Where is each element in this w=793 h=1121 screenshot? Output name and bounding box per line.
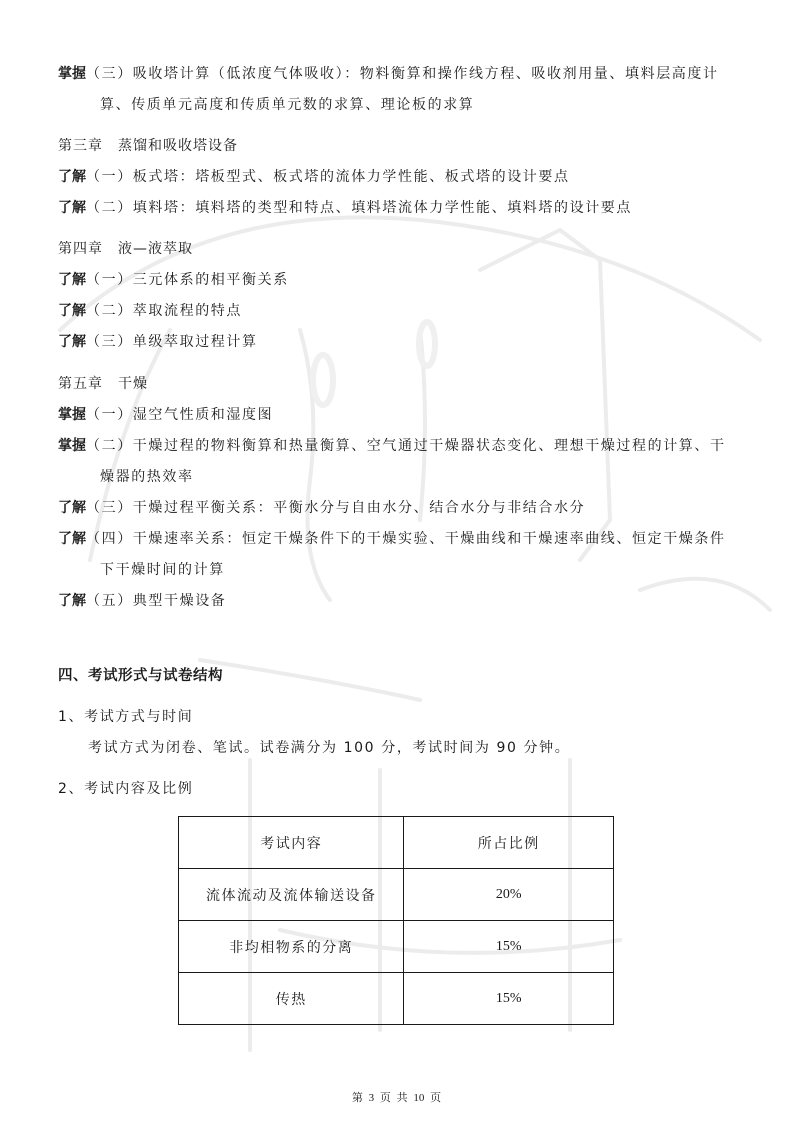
level-label: 了解	[58, 531, 86, 547]
item-text: （五）典型干燥设备	[86, 593, 227, 609]
level-label: 掌握	[58, 66, 86, 82]
item-text: （二）干燥过程的物料衡算和热量衡算、空气通过干燥器状态变化、理想干燥过程的计算、干	[86, 438, 726, 454]
item-text: （三）吸收塔计算（低浓度气体吸收）：物料衡算和操作线方程、吸收剂用量、填料层高度计	[86, 66, 719, 82]
paragraph: 考试方式为闭卷、笔试。试卷满分为 100 分，考试时间为 90 分钟。	[88, 740, 571, 756]
level-label: 掌握	[58, 438, 86, 454]
item-text: （一）三元体系的相平衡关系	[86, 272, 289, 288]
section-heading: 四、考试形式与试卷结构	[58, 668, 223, 684]
syllabus-item	[58, 529, 726, 549]
table-cell-ratio: 20%	[404, 869, 614, 921]
syllabus-item	[58, 498, 585, 518]
subsection-heading: 2、考试内容及比例	[58, 781, 194, 797]
level-label: 了解	[58, 334, 86, 350]
table-cell-ratio: 15%	[404, 921, 614, 973]
item-text: （二）萃取流程的特点	[86, 303, 242, 319]
level-label: 了解	[58, 593, 86, 609]
table-cell-ratio: 15%	[404, 973, 614, 1025]
syllabus-item	[58, 301, 242, 321]
syllabus-item	[58, 270, 289, 290]
item-text: （二）填料塔：填料塔的类型和特点、填料塔流体力学性能、填料塔的设计要点	[86, 200, 632, 216]
subsection-heading: 1、考试方式与时间	[58, 709, 194, 725]
syllabus-item	[58, 198, 632, 218]
level-label: 了解	[58, 169, 86, 185]
level-label: 掌握	[58, 407, 86, 423]
table-header-cell: 所占比例	[404, 817, 614, 869]
chapter-heading: 第四章 液—液萃取	[58, 241, 193, 257]
level-label: 了解	[58, 272, 86, 288]
level-label: 了解	[58, 303, 86, 319]
page-number-footer: 第 3 页 共 10 页	[351, 1092, 442, 1104]
syllabus-item-continuation: 下干燥时间的计算	[100, 562, 225, 578]
table-row	[179, 921, 614, 973]
syllabus-item	[58, 332, 258, 352]
table-cell-content: 流体流动及流体输送设备	[179, 869, 404, 921]
item-text: （一）板式塔：塔板型式、板式塔的流体力学性能、板式塔的设计要点	[86, 169, 570, 185]
table-row	[179, 869, 614, 921]
item-text: （一）湿空气性质和湿度图	[86, 407, 274, 423]
exam-content-ratio-table	[178, 816, 614, 1025]
syllabus-item	[58, 64, 719, 84]
level-label: 了解	[58, 500, 86, 516]
chapter-heading: 第三章 蒸馏和吸收塔设备	[58, 138, 238, 154]
table-cell-content: 非均相物系的分离	[179, 921, 404, 973]
table-row	[179, 973, 614, 1025]
syllabus-item	[58, 436, 726, 456]
chapter-heading: 第五章 干燥	[58, 376, 148, 392]
syllabus-item	[58, 405, 273, 425]
syllabus-item	[58, 591, 226, 611]
syllabus-item-continuation: 算、传质单元高度和传质单元数的求算、理论板的求算	[100, 97, 475, 113]
syllabus-item-continuation: 燥器的热效率	[100, 469, 194, 485]
level-label: 了解	[58, 200, 86, 216]
item-text: （三）干燥过程平衡关系：平衡水分与自由水分、结合水分与非结合水分	[86, 500, 586, 516]
item-text: （三）单级萃取过程计算	[86, 334, 258, 350]
table-header-row	[179, 817, 614, 869]
item-text: （四）干燥速率关系：恒定干燥条件下的干燥实验、干燥曲线和干燥速率曲线、恒定干燥条件	[86, 531, 726, 547]
table-header-cell: 考试内容	[179, 817, 404, 869]
table-cell-content: 传热	[179, 973, 404, 1025]
syllabus-item	[58, 167, 570, 187]
